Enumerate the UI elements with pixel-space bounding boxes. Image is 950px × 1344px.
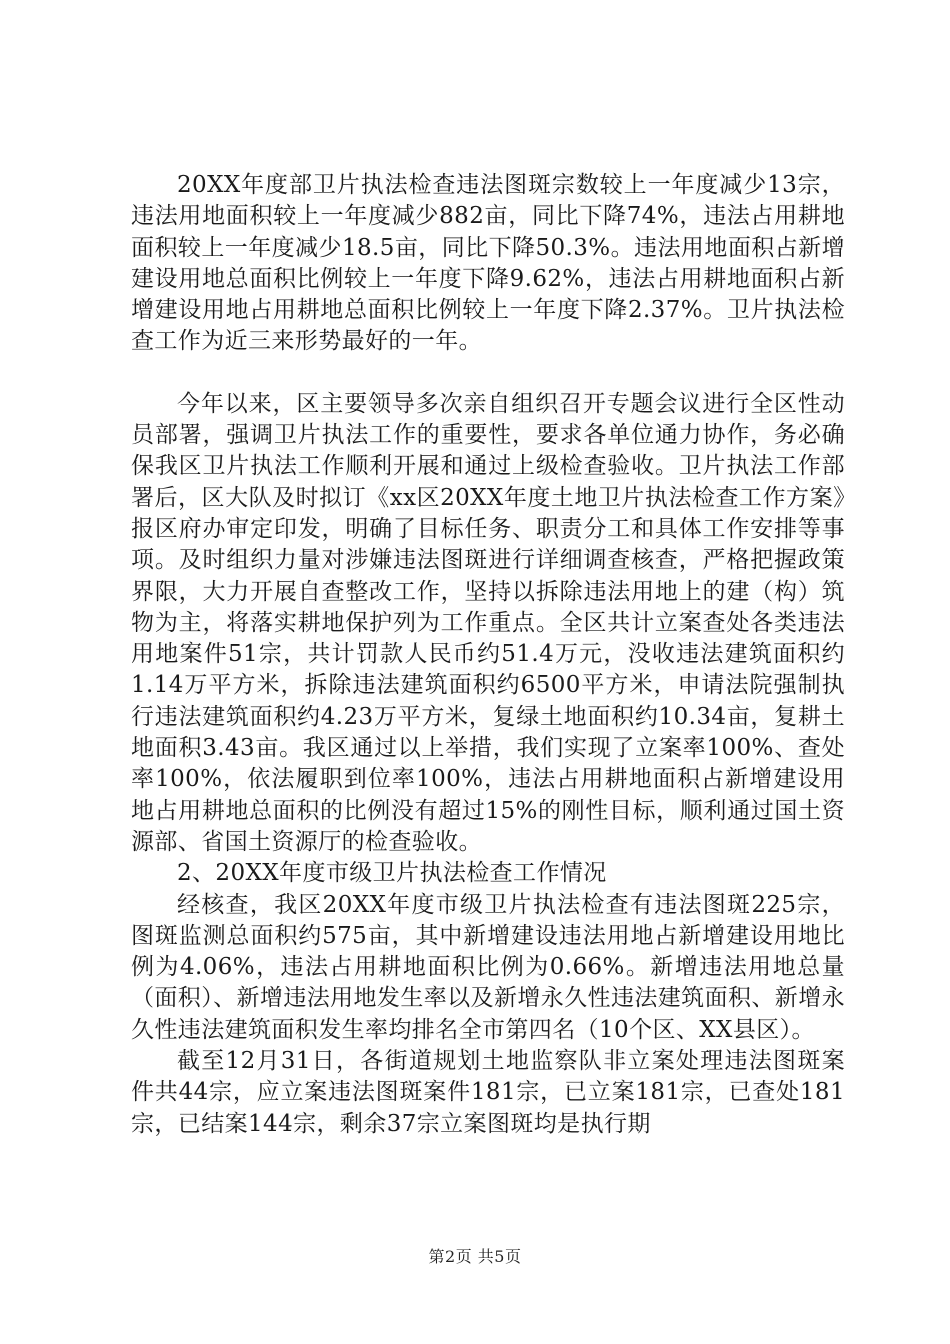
- paragraph-case-status: 截至12月31日，各街道规划土地监察队非立案处理违法图斑案件共44宗，应立案违法图斑案件181宗，已立案181宗，已查处181宗，已结案144宗，剩余37宗立案图斑均是执行期: [131, 1048, 845, 1137]
- document-body: [131, 170, 845, 1140]
- paragraph-measures: 今年以来，区主要领导多次亲自组织召开专题会议进行全区性动员部署，强调卫片执法工作的重要性，要求各单位通力协作，务必确保我区卫片执法工作顺利开展和通过上级检查验收。卫片执法工作部署后，区大队及时拟订《xx区20XX年度土地卫片执法检查工作方案》报区府办审定印发，明确了目标任务、职责分工和具体工作安排等事项。及时组织力量对涉嫌违法图斑进行详细调查核查，严格把握政策界限，大力开展自查整改工作，坚持以拆除违法用地上的建（构）筑物为主，将落实耕地保护列为工作重点。全区共计立案查处各类违法用地案件51宗，共计罚款人民币约51.4万元，没收违法建筑面积约1.14万平方米，拆除违法建筑面积约6500平方米，申请法院强制执行违法建筑面积约4.23万平方米，复绿土地面积约10.34亩，复耕土地面积3.43亩。我区通过以上举措，我们实现了立案率100%、查处率100%，依法履职到位率100%，违法占用耕地面积占新增建设用地占用耕地总面积的比例没有超过15%的刚性目标，顺利通过国土资源部、省国土资源厅的检查验收。: [131, 390, 845, 855]
- page-number: 第2页 共5页: [428, 1247, 522, 1266]
- paragraph-summary: 20XX年度部卫片执法检查违法图斑宗数较上一年度减少13宗，违法用地面积较上一年度减少882亩，同比下降74%，违法占用耕地面积较上一年度减少18.5亩，同比下降50.3%。违法用地面积占新增建设用地总面积比例较上一年度下降9.62%，违法占用耕地面积占新增建设用地占用耕地总面积比例较上一年度下降2.37%。卫片执法检查工作为近三来形势最好的一年。: [131, 172, 845, 355]
- section-heading: 2、20XX年度市级卫片执法检查工作情况: [177, 860, 607, 887]
- paragraph-city-inspection: 经核查，我区20XX年度市级卫片执法检查有违法图斑225宗，图斑监测总面积约575亩，其中新增建设违法用地占新增建设用地比例为4.06%，违法占用耕地面积比例为0.66%。新增违法用地总量（面积）、新增违法用地发生率以及新增永久性违法建筑面积、新增永久性违法建筑面积发生率均排名全市第四名（10个区、XX县区）。: [131, 891, 845, 1043]
